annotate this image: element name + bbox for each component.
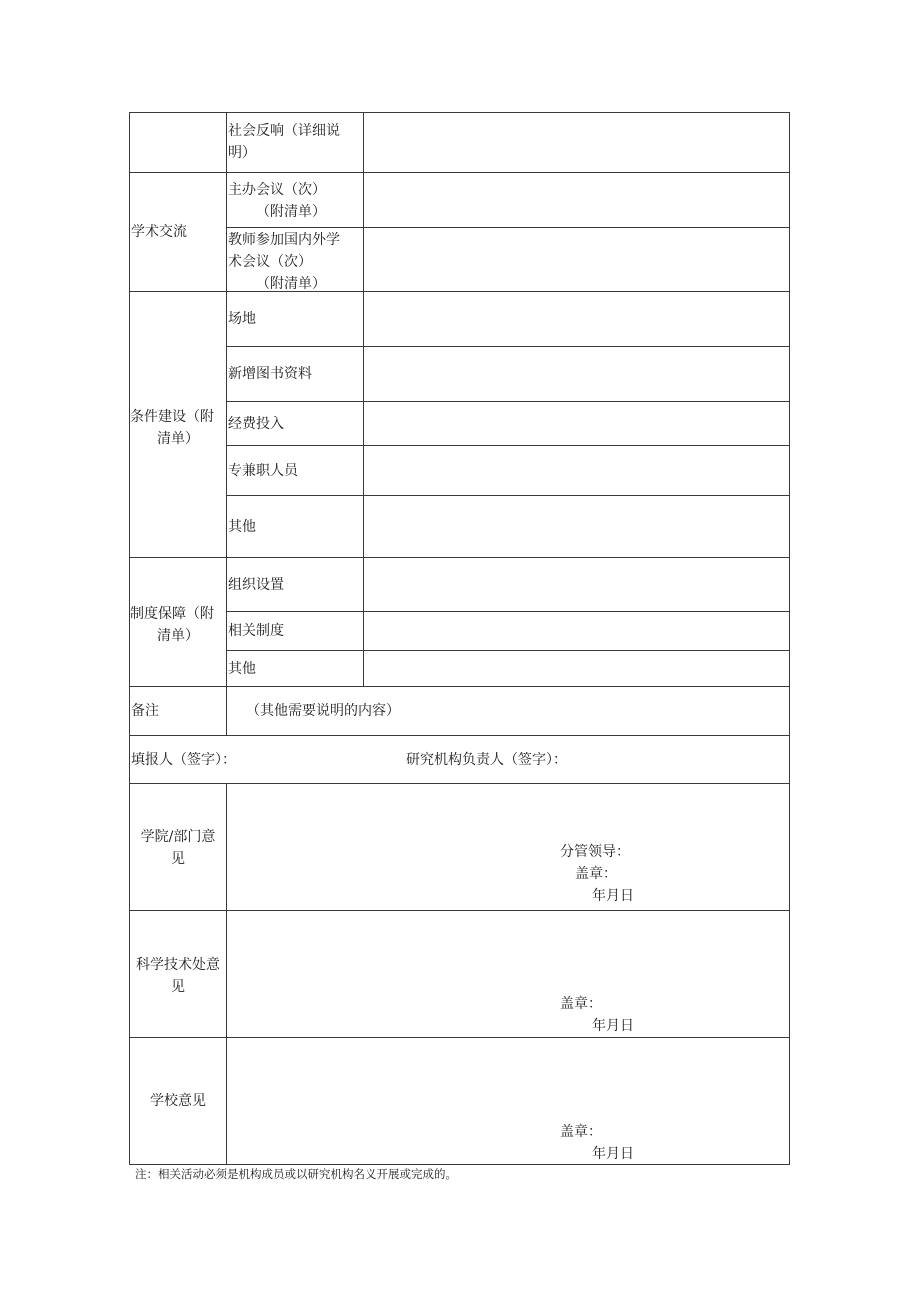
system-other-field[interactable] xyxy=(364,651,789,686)
conditions-category: 条件建设（附 清单） xyxy=(130,409,214,447)
sci-dept-opinion-field[interactable] xyxy=(227,911,789,1037)
remarks-label: 备注 xyxy=(131,703,159,719)
school-date-label: 年月日 xyxy=(592,1146,634,1162)
books-field[interactable] xyxy=(364,347,789,401)
regulations-field[interactable] xyxy=(364,612,789,650)
college-date-label: 年月日 xyxy=(592,888,634,904)
system-item-regulations: 相关制度 xyxy=(228,623,284,639)
conditions-item-venue: 场地 xyxy=(228,311,256,327)
college-seal-label: 盖章： xyxy=(575,866,617,882)
conditions-item-funding: 经费投入 xyxy=(228,415,284,432)
conditions-item-books: 新增图书资料 xyxy=(228,366,312,382)
school-seal-label: 盖章： xyxy=(560,1124,602,1140)
head-signature[interactable]: 研究机构负责人（签字）： xyxy=(406,751,567,768)
social-response-label: 社会反响（详细说 明） xyxy=(228,123,340,161)
filler-signature[interactable]: 填报人（签字）： xyxy=(131,751,236,768)
college-opinion-label: 学院/部门意 见 xyxy=(140,829,216,867)
system-category: 制度保障（附 清单） xyxy=(130,606,214,644)
school-opinion-field[interactable] xyxy=(227,1038,789,1164)
conditions-item-other: 其他 xyxy=(228,518,256,535)
staff-field[interactable] xyxy=(364,446,789,495)
organization-field[interactable] xyxy=(364,558,789,611)
hosted-meetings-field[interactable] xyxy=(364,173,789,227)
remarks-placeholder: （其他需要说明的内容） xyxy=(246,703,400,719)
college-opinion-field[interactable] xyxy=(227,784,789,910)
hosted-meetings-label: 主办会议（次） （附清单） xyxy=(228,182,326,220)
college-leader-label: 分管领导： xyxy=(560,844,630,860)
attended-meetings-label: 教师参加国内外学 术会议（次） （附清单） xyxy=(228,232,340,292)
system-item-organization: 组织设置 xyxy=(228,576,284,593)
social-response-field[interactable] xyxy=(364,113,789,172)
sci-dept-seal-label: 盖章： xyxy=(560,996,602,1012)
footnote: 注：相关活动必须是机构成员或以研究机构名义开展或完成的。 xyxy=(135,1167,457,1181)
conditions-item-staff: 专兼职人员 xyxy=(228,462,298,479)
remarks-field[interactable] xyxy=(246,687,789,735)
sci-dept-date-label: 年月日 xyxy=(592,1018,634,1034)
sci-dept-opinion-label: 科学技术处意 见 xyxy=(136,957,220,995)
attended-meetings-field[interactable] xyxy=(364,228,789,291)
academic-exchange-category: 学术交流 xyxy=(131,224,187,240)
venue-field[interactable] xyxy=(364,292,789,346)
system-item-other: 其他 xyxy=(228,660,256,677)
school-opinion-label: 学校意见 xyxy=(150,1093,206,1109)
funding-field[interactable] xyxy=(364,402,789,445)
conditions-other-field[interactable] xyxy=(364,496,789,557)
